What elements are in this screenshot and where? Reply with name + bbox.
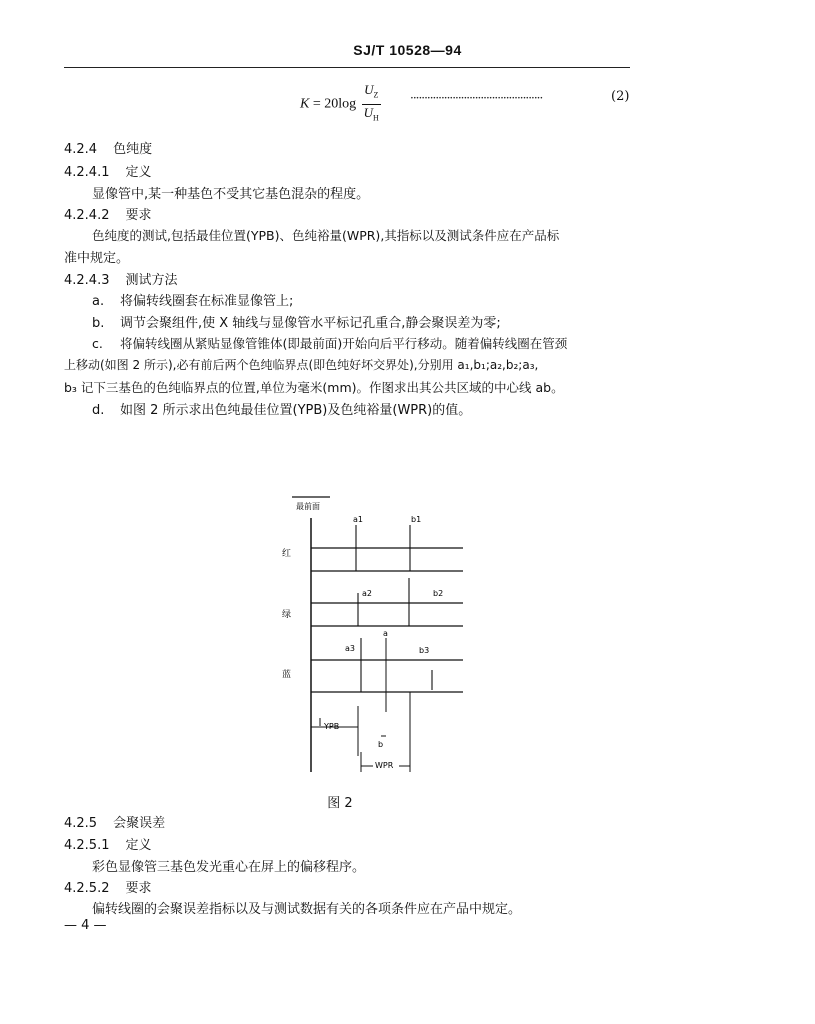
a2-label: a2 <box>362 589 372 598</box>
red-label: 红 <box>282 549 292 559</box>
method-item-c-line3: b₃ 记下三基色的色纯临界点的位置,单位为毫米(mm)。作图求出其公共区域的中心线 ab。 <box>64 380 564 395</box>
section-number: 4.2.4 <box>64 142 98 157</box>
section-number: 4.2.5 <box>64 816 98 831</box>
section-title: 要求 <box>125 881 152 896</box>
section-title: 会聚误差 <box>113 816 166 831</box>
item-text: 如图 2 所示求出色纯最佳位置(YPB)及色纯裕量(WPR)的值。 <box>120 403 472 418</box>
item-label: a. <box>92 294 105 309</box>
definition-text-convergence: 彩色显像管三基色发光重心在屏上的偏移程序。 <box>92 860 366 875</box>
a-label: a <box>383 629 388 638</box>
section-title: 定义 <box>125 165 152 180</box>
section-number: 4.2.4.3 <box>64 273 110 288</box>
section-title: 定义 <box>125 838 152 853</box>
green-label: 绿 <box>282 610 292 620</box>
front-label: 最前面 <box>296 502 320 511</box>
method-item-c-line2: 上移动(如图 2 所示),必有前后两个色纯临界点(即色纯好坏交界处),分别用 a₁,b₁;a₂,b₂;a₃, <box>64 358 539 372</box>
page-number: — 4 — <box>64 918 107 933</box>
equation-denominator: U <box>363 104 374 120</box>
figure-caption: 图 2 <box>327 796 353 811</box>
item-label: b. <box>92 316 105 331</box>
section-4-2-4 <box>64 138 152 157</box>
section-number: 4.2.5.1 <box>64 838 110 853</box>
wpr-label: WPR <box>375 761 394 770</box>
definition-text-color-purity: 显像管中,某一种基色不受其它基色混杂的程度。 <box>92 187 370 202</box>
item-label: d. <box>92 403 105 418</box>
standard-code-header: SJ/T 10528—94 <box>353 42 462 58</box>
equation-numerator-sub: Z <box>373 90 379 100</box>
equation-number: (2) <box>611 89 630 104</box>
item-text: 将偏转线圈套在标准显像管上; <box>120 294 294 309</box>
item-label: c. <box>92 336 103 351</box>
equation <box>300 82 381 126</box>
equation-denominator-sub: H <box>373 113 379 123</box>
a3-label: a3 <box>345 644 355 653</box>
section-4-2-5-2 <box>64 877 152 896</box>
requirement-text-line2: 准中规定。 <box>64 251 130 266</box>
b-label: b <box>378 740 384 749</box>
section-title: 色纯度 <box>113 142 153 157</box>
item-text: 调节会聚组件,使 X 轴线与显像管水平标记孔重合,静会聚误差为零; <box>120 316 501 331</box>
section-4-2-5-1 <box>64 834 152 853</box>
section-title: 测试方法 <box>125 273 178 288</box>
section-4-2-5 <box>64 812 165 831</box>
section-number: 4.2.4.1 <box>64 165 110 180</box>
method-item-c <box>92 334 567 352</box>
blue-label: 蓝 <box>282 670 292 680</box>
requirement-text-convergence: 偏转线圈的会聚误差指标以及与测试数据有关的各项条件应在产品中规定。 <box>92 902 522 917</box>
section-4-2-4-2 <box>64 204 152 223</box>
section-title: 要求 <box>125 208 152 223</box>
section-number: 4.2.5.2 <box>64 881 110 896</box>
figure-2-diagram <box>270 490 480 780</box>
equation-numerator: U <box>364 82 374 97</box>
item-text: 将偏转线圈从紧贴显像管锥体(即最前面)开始向后平行移动。随着偏转线圈在管颈 <box>120 336 568 351</box>
equation-eq: = 20log <box>312 96 357 112</box>
b2-label: b2 <box>433 589 444 598</box>
ypb-label: YPB <box>324 722 340 731</box>
method-item-d <box>92 399 471 418</box>
b1-label: b1 <box>411 515 422 524</box>
b3-label: b3 <box>419 646 430 655</box>
a1-label: a1 <box>353 515 363 524</box>
requirement-text-line1: 色纯度的测试,包括最佳位置(YPB)、色纯裕量(WPR),其指标以及测试条件应在产品标 <box>92 228 560 243</box>
equation-lhs: K <box>300 96 310 112</box>
section-4-2-4-1 <box>64 161 152 180</box>
equation-fraction <box>362 82 381 126</box>
method-item-a <box>92 290 293 309</box>
section-4-2-4-3 <box>64 269 178 288</box>
section-number: 4.2.4.2 <box>64 208 110 223</box>
header-rule <box>64 67 630 68</box>
method-item-b <box>92 312 501 331</box>
equation-leader-dots: ··············································· <box>410 91 543 105</box>
